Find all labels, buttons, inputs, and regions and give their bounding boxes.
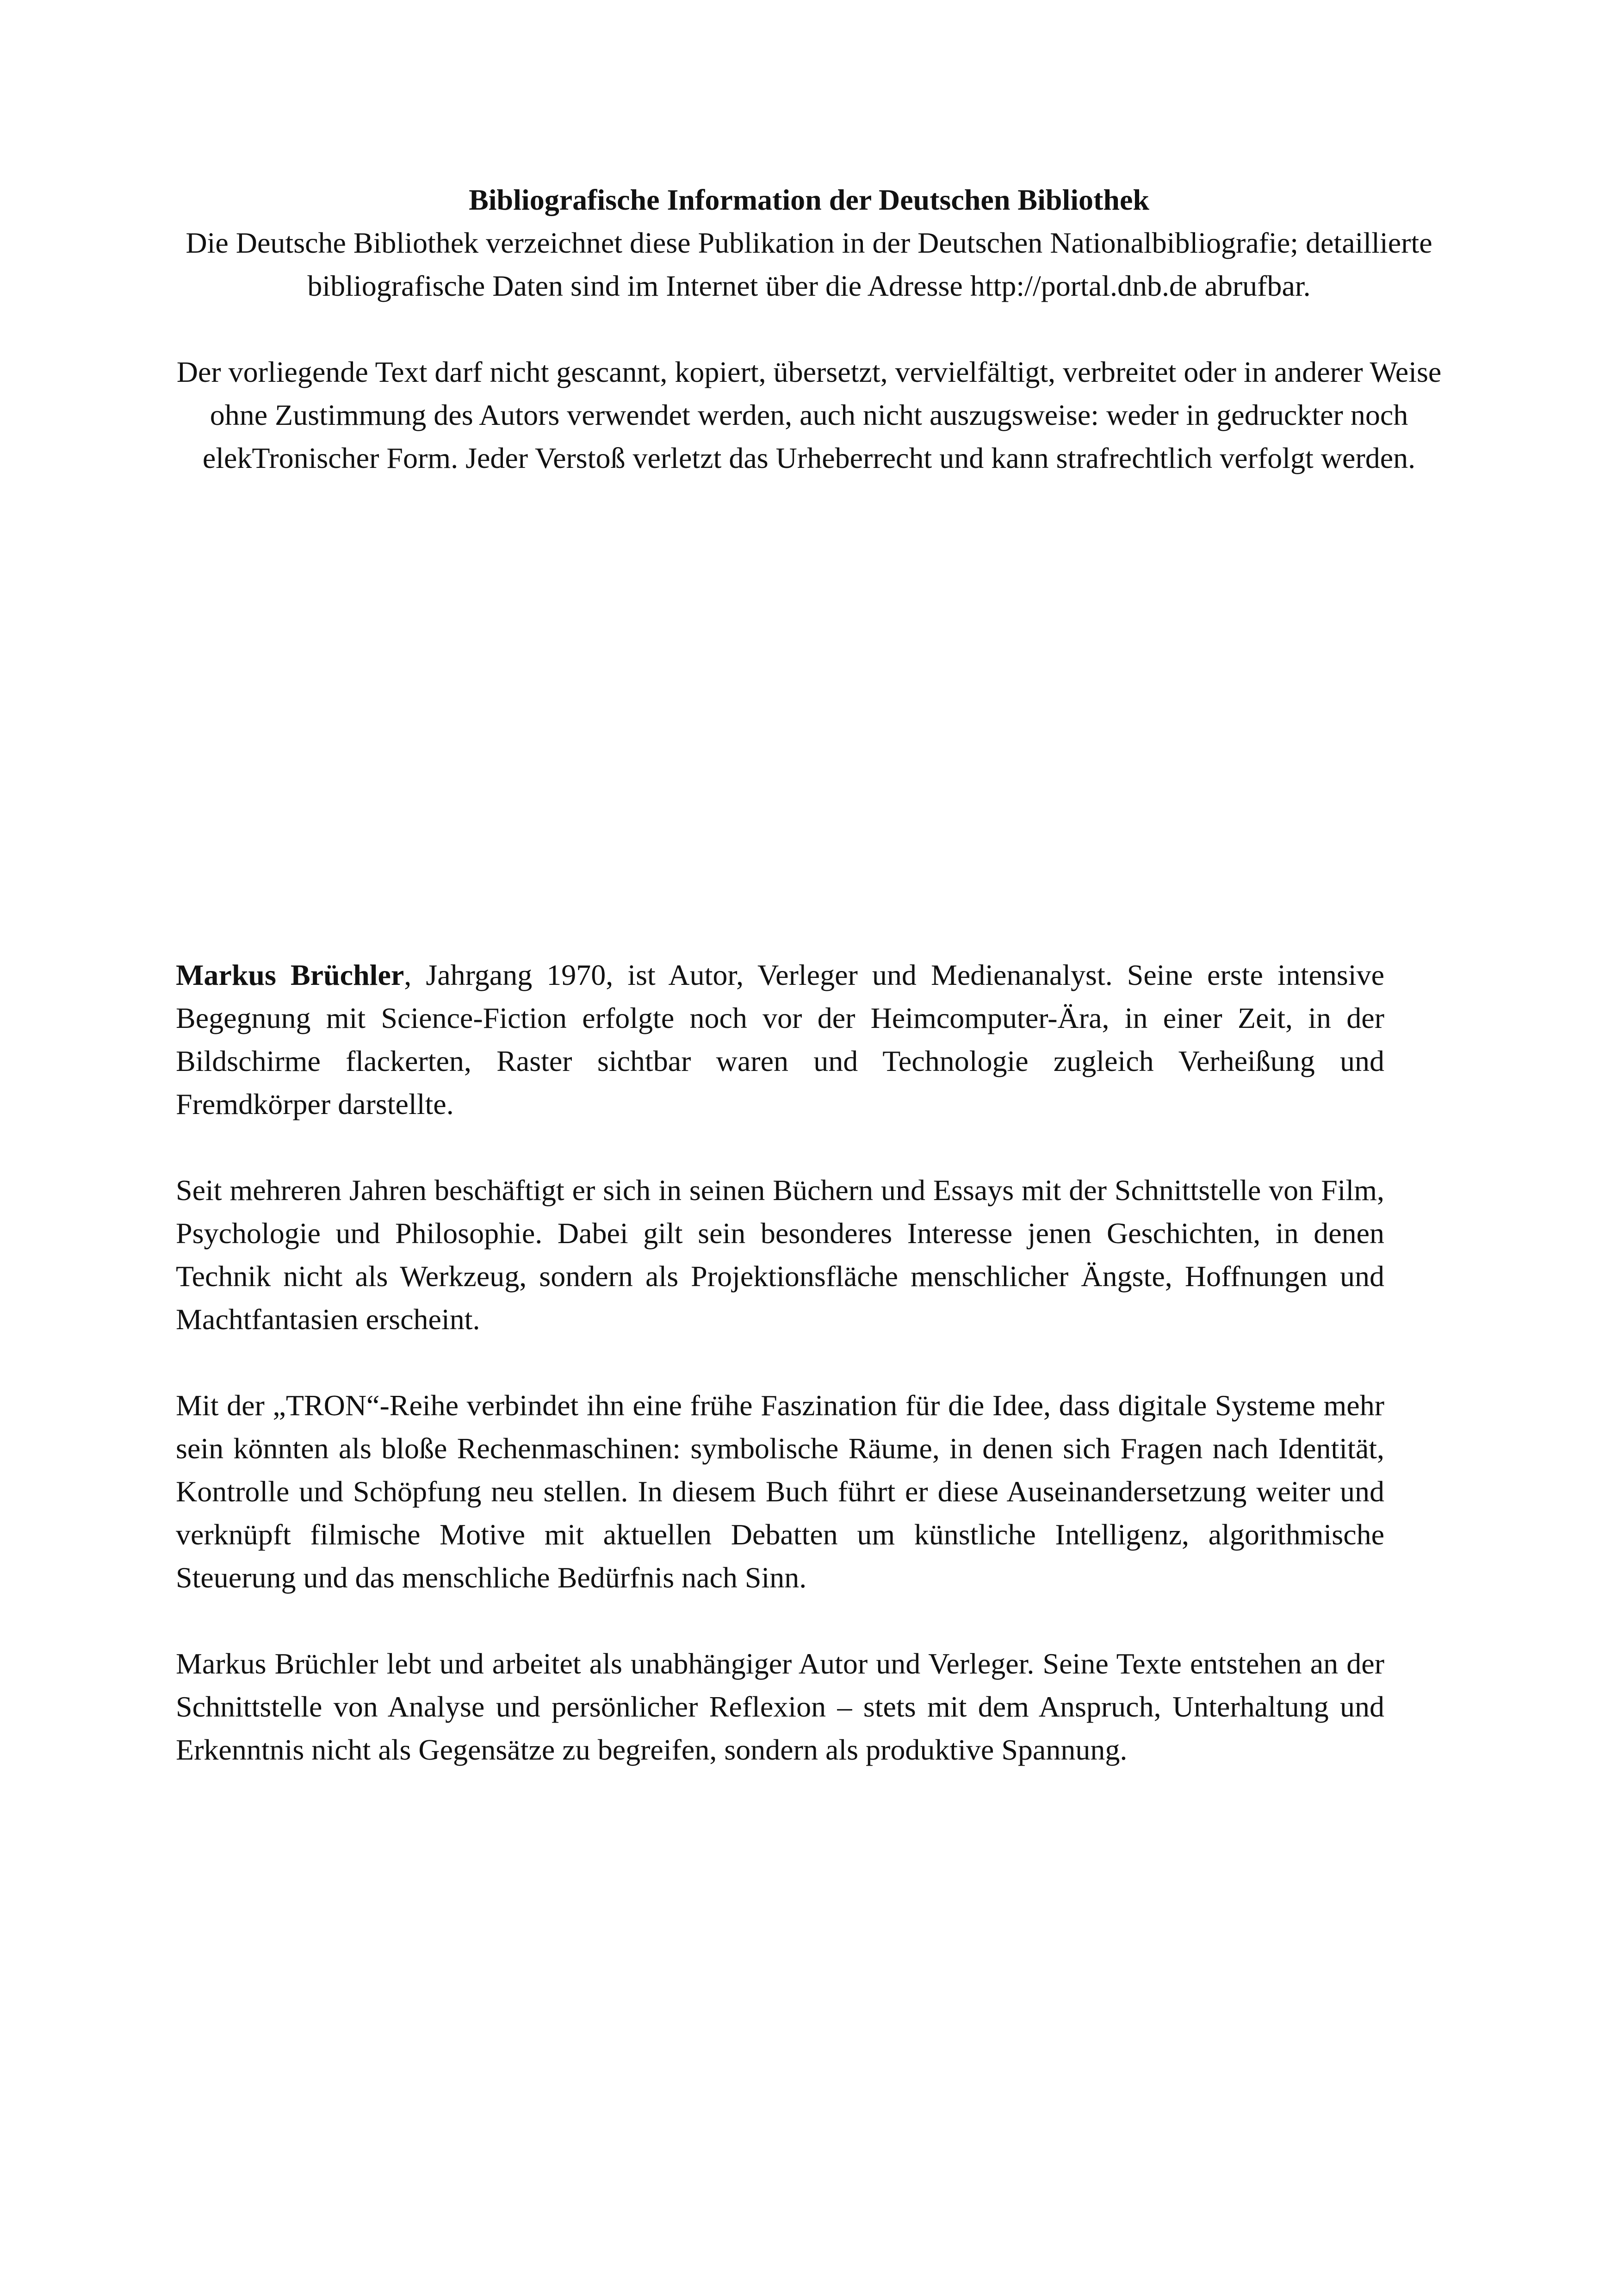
bio-paragraph-1-text: , Jahrgang 1970, ist Autor, Verleger und Medienanalyst. Seine erste intensive Begegnung mit Science-Fiction erfolgte noch vor der Heimcomputer-Ära, in einer Zeit, in der Bildschirme flackerten, Raster sichtbar waren und Technologie zugleich Verheißung und Fremdkörper darstellte. bbox=[176, 958, 1385, 1120]
imprint-block bbox=[171, 178, 1447, 479]
imprint-text: Die Deutsche Bibliothek verzeichnet diese Publikation in der Deutschen Nationalbibliografie; detaillierte bibliografische Daten sind im Internet über die Adresse http://portal.dnb.de abrufbar. bbox=[186, 226, 1432, 302]
author-name: Markus Brüchler bbox=[176, 958, 404, 991]
bio-paragraph-4: Markus Brüchler lebt und arbeitet als unabhängiger Autor und Verleger. Seine Texte entstehen an der Schnittstelle von Analyse und persönlicher Reflexion – stets mit dem Anspruch, Unterhaltung und Erkenntnis nicht als Gegensätze zu begreifen, sondern als produktive Spannung. bbox=[176, 1647, 1384, 1766]
bio-paragraph-1 bbox=[176, 953, 1384, 1126]
copyright-notice: Der vorliegende Text darf nicht gescannt, kopiert, übersetzt, vervielfältigt, verbreitet oder in anderer Weise ohne Zustimmung des Autors verwendet werden, auch nicht auszugsweise: weder in gedruckter noch elekTronischer Form. Jeder Verstoß verletzt das Urheberrecht und kann strafrechtlich verfolgt werden. bbox=[176, 355, 1442, 474]
author-bio bbox=[176, 953, 1384, 1814]
bio-paragraph-2: Seit mehreren Jahren beschäftigt er sich in seinen Büchern und Essays mit der Schnittstelle von Film, Psychologie und Philosophie. Dabei gilt sein besonderes Interesse jenen Geschichten, in denen Technik nicht als Werkzeug, sondern als Projektionsfläche menschlicher Ängste, Hoffnungen und Machtfantasien erscheint. bbox=[176, 1174, 1384, 1336]
imprint-title: Bibliografische Information der Deutschen Bibliothek bbox=[469, 183, 1149, 216]
bio-paragraph-3: Mit der „TRON“-Reihe verbindet ihn eine frühe Faszination für die Idee, dass digitale Systeme mehr sein könnten als bloße Rechenmaschinen: symbolische Räume, in denen sich Fragen nach Identität, Kontrolle und Schöpfung neu stellen. In diesem Buch führt er diese Auseinandersetzung weiter und verknüpft filmische Motive mit aktuellen Debatten um künstliche Intelligenz, algorithmische Steuerung und das menschliche Bedürfnis nach Sinn. bbox=[176, 1389, 1384, 1594]
